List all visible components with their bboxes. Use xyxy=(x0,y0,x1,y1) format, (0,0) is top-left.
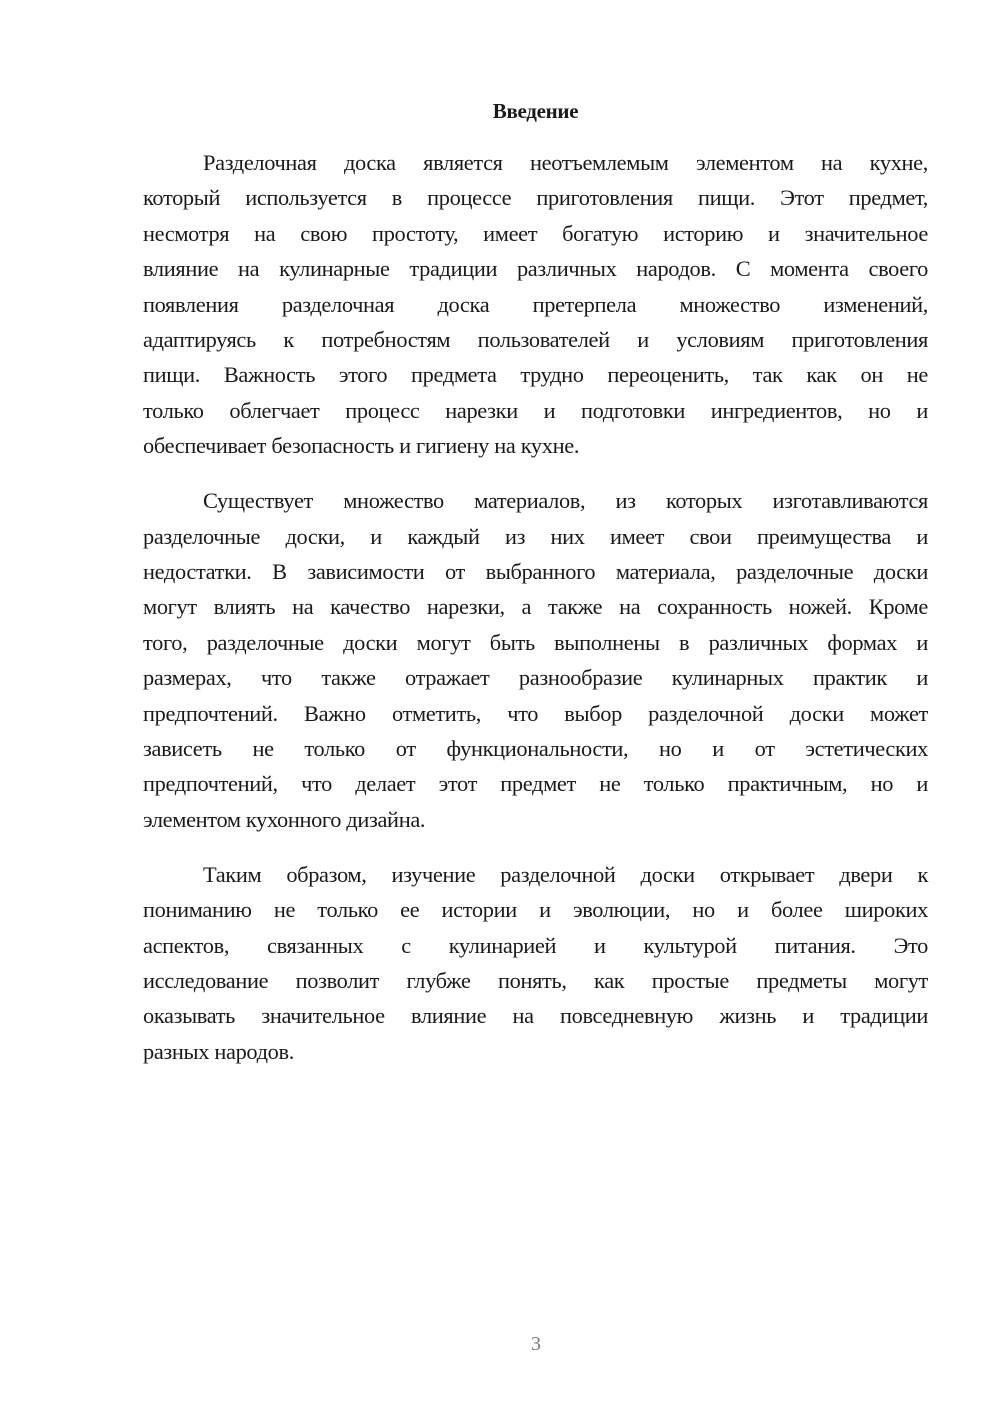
text-line: несмотря на свою простоту, имеет богатую историю и значительное xyxy=(143,220,928,246)
paragraph-1 xyxy=(143,145,928,464)
text-line: предпочтений. Важно отметить, что выбор разделочной доски может xyxy=(143,700,928,726)
text-line: размерах, что также отражает разнообразие кулинарных практик и xyxy=(143,665,928,691)
text-line: Существует множество материалов, из которых изготавливаются xyxy=(203,488,928,514)
section-title: Введение xyxy=(492,99,579,123)
text-line: недостатки. В зависимости от выбранного материала, разделочные доски xyxy=(143,558,928,584)
text-line: появления разделочная доска претерпела множество изменений, xyxy=(143,291,928,317)
text-line: разных народов. xyxy=(143,1038,294,1064)
text-line: исследование позволит глубже понять, как простые предметы могут xyxy=(143,967,928,993)
page-number: 3 xyxy=(531,1333,541,1355)
document-page xyxy=(143,96,928,1089)
paragraph-2 xyxy=(143,483,928,837)
text-line: Таким образом, изучение разделочной доски открывает двери к xyxy=(203,861,928,887)
text-line: обеспечивает безопасность и гигиену на кухне. xyxy=(143,433,580,459)
text-line: только облегчает процесс нарезки и подготовки ингредиентов, но и xyxy=(143,397,928,423)
text-line: пищи. Важность этого предмета трудно переоценить, так как он не xyxy=(143,362,928,388)
text-line: зависеть не только от функциональности, но и от эстетических xyxy=(143,736,928,761)
text-line: который используется в процессе приготовления пищи. Этот предмет, xyxy=(143,185,928,211)
text-line: влияние на кулинарные традиции различных народов. С момента своего xyxy=(143,256,928,282)
text-line: адаптируясь к потребностям пользователей и условиям приготовления xyxy=(143,327,928,353)
text-line: предпочтений, что делает этот предмет не только практичным, но и xyxy=(143,771,928,797)
text-line: могут влиять на качество нарезки, а также на сохранность ножей. Кроме xyxy=(143,594,928,620)
text-line: оказывать значительное влияние на повседневную жизнь и традиции xyxy=(143,1003,928,1029)
text-line: пониманию не только ее истории и эволюции, но и более широких xyxy=(143,897,928,923)
paragraph-3 xyxy=(143,857,928,1069)
text-line: аспектов, связанных с кулинарией и культурой питания. Это xyxy=(143,932,928,958)
text-line: того, разделочные доски могут быть выполнены в различных формах и xyxy=(143,629,928,655)
text-line: разделочные доски, и каждый из них имеет свои преимущества и xyxy=(143,523,928,549)
text-line: Разделочная доска является неотъемлемым элементом на кухне, xyxy=(203,150,928,175)
text-line: элементом кухонного дизайна. xyxy=(143,806,426,832)
